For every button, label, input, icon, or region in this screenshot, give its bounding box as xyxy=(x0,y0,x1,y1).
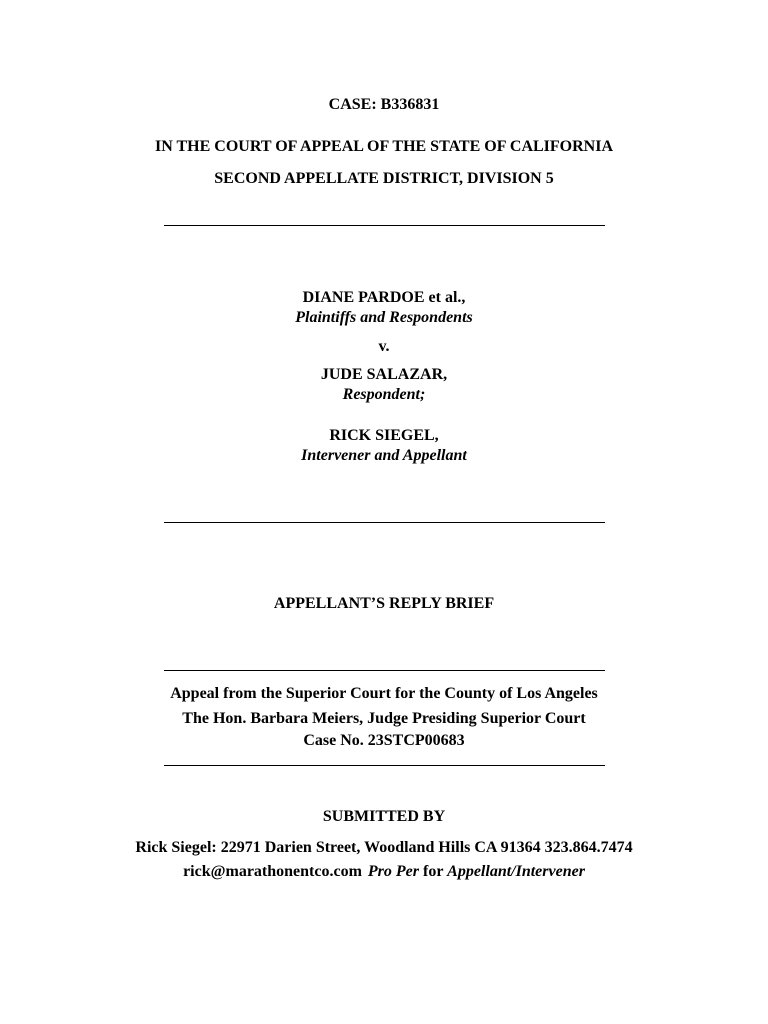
party-name: RICK SIEGEL, xyxy=(329,427,439,444)
separator-line xyxy=(164,765,605,766)
for-word: for xyxy=(423,863,444,880)
party-role: Plaintiffs and Respondents xyxy=(295,309,473,326)
pro-per-label: Pro Per xyxy=(367,863,420,880)
party-name: DIANE PARDOE et al., xyxy=(302,289,466,306)
party-role: Respondent; xyxy=(342,386,426,403)
separator-line xyxy=(164,522,605,523)
court-district: SECOND APPELLATE DISTRICT, DIVISION 5 xyxy=(214,170,554,187)
submitter-email: rick@marathonentco.com xyxy=(183,863,362,880)
submitter-address: Rick Siegel: 22971 Darien Street, Woodland Hills CA 91364 323.864.7474 xyxy=(135,839,633,856)
party-role: Intervener and Appellant xyxy=(301,447,467,464)
separator-line xyxy=(164,225,605,226)
appeal-line-1: Appeal from the Superior Court for the County of Los Angeles xyxy=(170,685,598,702)
submitter-contact xyxy=(0,862,768,882)
submitted-heading: SUBMITTED BY xyxy=(322,808,446,825)
versus-text: v. xyxy=(378,338,390,355)
submitter-capacity: Appellant/Intervener xyxy=(447,863,585,880)
case-number: CASE: B336831 xyxy=(328,96,440,113)
appeal-line-2: The Hon. Barbara Meiers, Judge Presiding Superior Court xyxy=(182,710,586,727)
party-name: JUDE SALAZAR, xyxy=(320,366,448,383)
appeal-case-number: Case No. 23STCP00683 xyxy=(303,732,465,749)
document-title: APPELLANT’S REPLY BRIEF xyxy=(273,595,495,612)
separator-line xyxy=(164,670,605,671)
court-name: IN THE COURT OF APPEAL OF THE STATE OF CALIFORNIA xyxy=(154,138,614,155)
